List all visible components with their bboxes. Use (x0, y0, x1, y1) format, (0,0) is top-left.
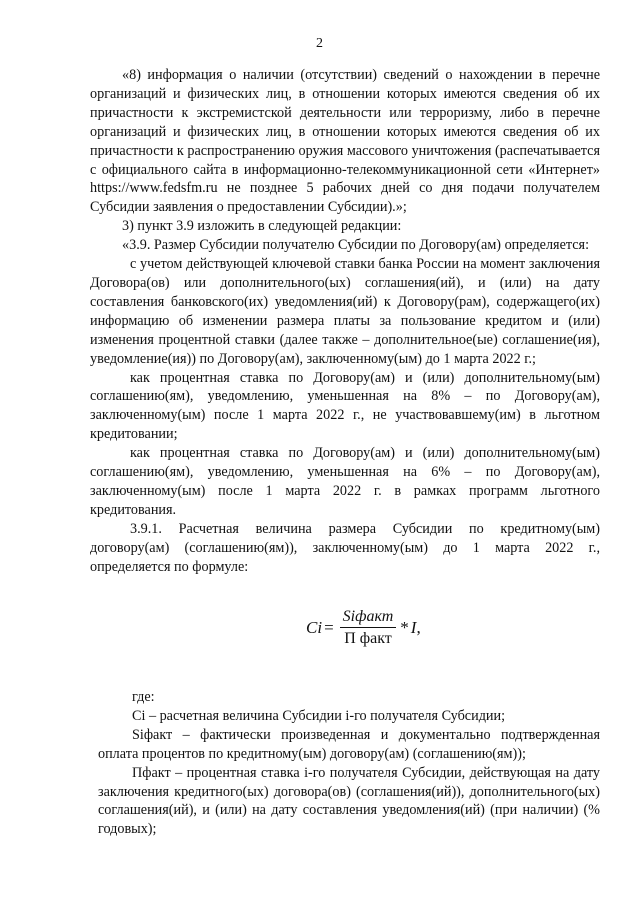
definition-where: где: (132, 689, 155, 705)
formula-lhs: Ci (306, 618, 323, 637)
definition-p: Пфакт – процентная ставка i-го получателя Субсидии, действующая на дату заключения кредитного(ых) договора(ов) (соглашения(ий)), дополнительного(ых) соглашения(ий), и (или) на дату составления уведомления(ий) (при наличии) (% годовых); (98, 764, 600, 838)
definition-ci: Ci – расчетная величина Субсидии i-го получателя Субсидии; (132, 707, 506, 724)
subsidy-formula (306, 608, 421, 648)
paragraph-point-3: 3) пункт 3.9 изложить в следующей редакции: (122, 218, 402, 235)
formula-fraction (340, 608, 397, 648)
document-body (90, 66, 600, 576)
page-number: 2 (316, 36, 323, 51)
formula-denominator: П факт (344, 630, 392, 647)
formula-comma: , (416, 618, 421, 637)
paragraph-minus-6: как процентная ставка по Договору(ам) и (или) дополнительному(ым) соглашению(ям), уведомлению, уменьшенная на 6% – по Договору(ам), заключенному(ым) после 1 марта 2022 г. в рамках программ льготного кредитования. (90, 445, 600, 518)
formula-multiplier: I (410, 618, 417, 637)
formula-numerator: Siфакт (340, 608, 397, 628)
formula-times: * (400, 618, 409, 637)
paragraph-3-9-1: 3.9.1. Расчетная величина размера Субсидии по кредитному(ым) договору(ам) (соглашению(ям)), заключенному(ым) до 1 марта 2022 г., определяется по формуле: (90, 520, 600, 575)
paragraph-3-9: «3.9. Размер Субсидии получателю Субсидии по Договору(ам) определяется: (122, 237, 590, 254)
definition-si: Siфакт – фактически произведенная и документально подтвержденная оплата процентов по кредитному(ым) договору(ам) (соглашению(ям)); (98, 726, 600, 762)
paragraph-minus-8: как процентная ставка по Договору(ам) и (или) дополнительному(ым) соглашению(ям), уведомлению, уменьшенная на 8% – по Договору(ам), заключенному(ым) после 1 марта 2022 г., не участвовавшему(им) в льготном кредитовании; (90, 369, 600, 443)
paragraph-key-rate: с учетом действующей ключевой ставки банка России на момент заключения Договора(ов) или дополнительного(ых) соглашения(ий), и (или) на дату составления банковского(их) уведомления(ий) к Договору(рам), содержащего(их) информацию об изменении размера платы за пользование кредитом и (или) изменения процентной ставки (далее также – дополнительное(ые) соглашение(ия), уведомление(ия)) по Договору(ам), заключенному(ым) до 1 марта 2022 г.; (90, 256, 600, 367)
paragraph-item-8: «8) информация о наличии (отсутствии) сведений о нахождении в перечне организаций и физических лиц, в отношении которых имеются сведения об их причастности к экстремистской деятельности или терроризму, либо в перечне организаций и физических лиц, в отношении которых имеются сведения об их причастности к распространению оружия массового уничтожения (распечатывается с официального сайта в информационно-телекоммуникационной сети «Интернет» https://www.fedsfm.ru не позднее 5 рабочих дней со дня подачи получателем Субсидии заявления о предоставлении Субсидии).»; (90, 67, 600, 216)
definitions-block (98, 688, 600, 839)
formula-equals: = (324, 618, 334, 637)
